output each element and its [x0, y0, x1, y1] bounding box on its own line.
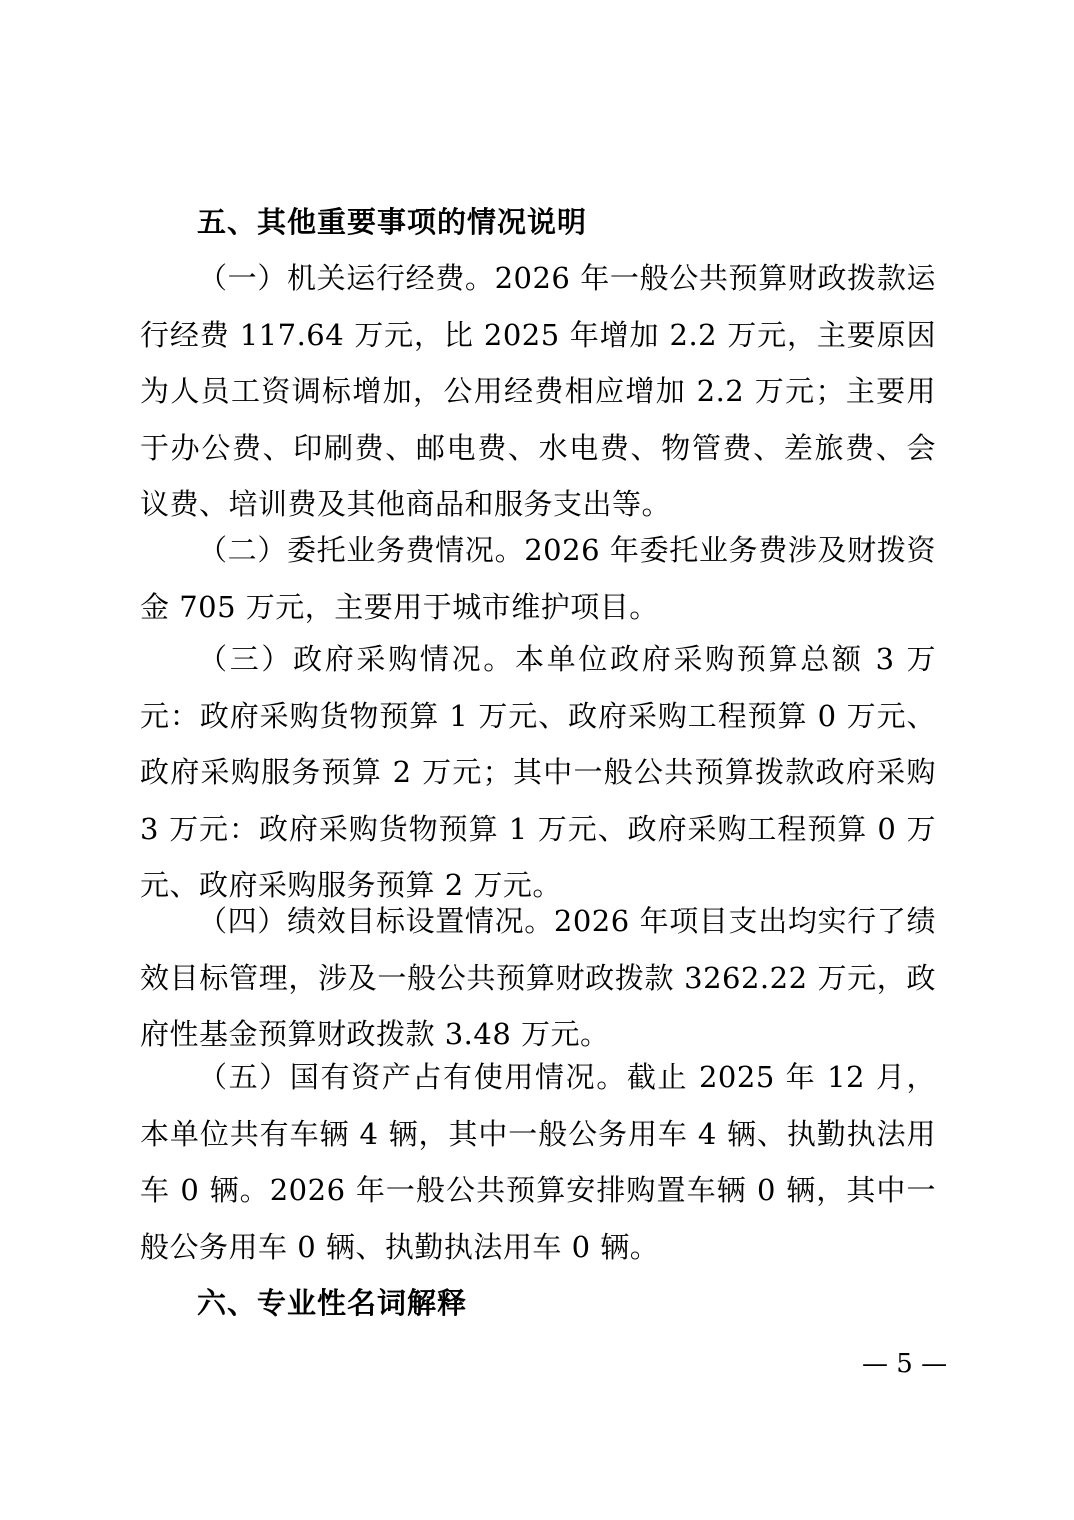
- paragraph-lead: （四）绩效目标设置情况。: [198, 904, 554, 938]
- paragraph-item-3: [140, 631, 936, 914]
- paragraph-item-4: [140, 893, 936, 1063]
- section-heading-six: 六、专业性名词解释: [197, 1286, 468, 1320]
- paragraph-lead: （三）政府采购情况。: [198, 642, 515, 676]
- paragraph-item-5: [140, 1049, 936, 1275]
- paragraph-body: 2026 年一般公共预算财政拨款运行经费 117.64 万元，比 2025 年增加 2.2 万元，主要原因为人员工资调标增加，公用经费相应增加 2.2 万元；主要用于办公费、印刷费、邮电费、水电费、物管费、差旅费、会议费、培训费及其他商品和服务支出等。: [140, 261, 936, 521]
- paragraph-body: 本单位政府采购预算总额 3 万元：政府采购货物预算 1 万元、政府采购工程预算 0 万元、政府采购服务预算 2 万元；其中一般公共预算拨款政府采购 3 万元：政府采购货物预算 1 万元、政府采购工程预算 0 万元、政府采购服务预算 2 万元。: [140, 642, 936, 902]
- paragraph-lead: （二）委托业务费情况。: [198, 533, 525, 567]
- paragraph-lead: （五）国有资产占有使用情况。: [198, 1060, 627, 1094]
- paragraph-item-2: [140, 522, 936, 635]
- paragraph-body: 截止 2025 年 12 月，本单位共有车辆 4 辆，其中一般公务用车 4 辆、执勤执法用车 0 辆。2026 年一般公共预算安排购置车辆 0 辆，其中一般公务用车 0 辆、执勤执法用车 0 辆。: [140, 1060, 936, 1264]
- paragraph-lead: （一）机关运行经费。: [198, 261, 495, 295]
- paragraph-item-1: [140, 250, 936, 533]
- page-number: — 5 —: [862, 1349, 948, 1379]
- paragraph-body: 2026 年委托业务费涉及财拨资金 705 万元，主要用于城市维护项目。: [140, 533, 936, 624]
- section-heading-five: 五、其他重要事项的情况说明: [197, 205, 588, 239]
- paragraph-body: 2026 年项目支出均实行了绩效目标管理，涉及一般公共预算财政拨款 3262.22 万元，政府性基金预算财政拨款 3.48 万元。: [140, 904, 936, 1051]
